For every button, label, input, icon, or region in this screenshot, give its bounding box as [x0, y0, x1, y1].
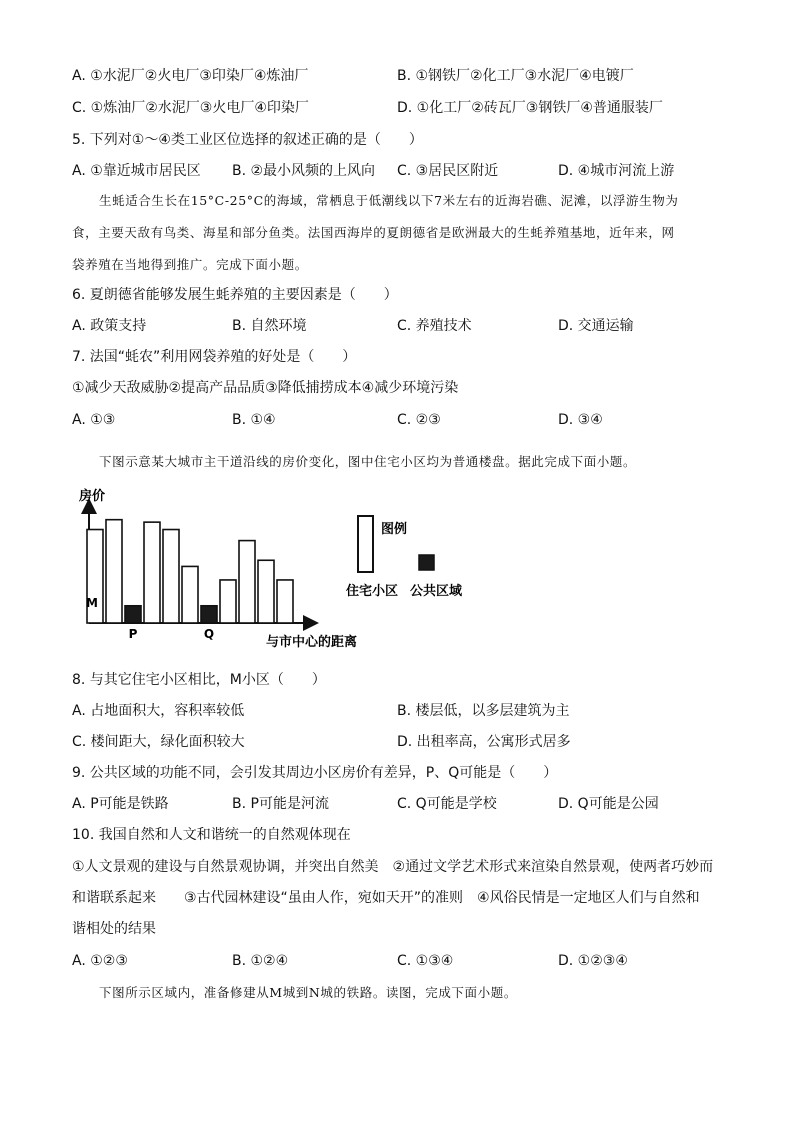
bar-residential: [144, 522, 160, 623]
q7-option-c: C. ②③: [397, 412, 441, 428]
housing-price-chart: [60, 478, 490, 658]
q4-option-d: D. ①化工厂②砖瓦厂③钢铁厂④普通服装厂: [397, 100, 663, 116]
q7-option-b: B. ①④: [232, 412, 276, 428]
q7-option-a: A. ①③: [72, 412, 116, 428]
q8-option-a: A. 占地面积大，容积率较低: [72, 703, 245, 719]
q4-option-a: A. ①水泥厂②火电厂③印染厂④炼油厂: [72, 68, 309, 84]
q5-option-c: C. ③居民区附近: [397, 163, 499, 179]
bar-public-area: [125, 606, 141, 623]
legend-residential-swatch: [358, 516, 373, 572]
bar-label-m: M: [86, 596, 98, 610]
q5-option-d: D. ④城市河流上游: [558, 163, 675, 179]
q7-option-d: D. ③④: [558, 412, 603, 428]
bar-residential: [182, 566, 198, 623]
q10-option-b: B. ①②④: [232, 953, 289, 969]
q6-option-d: D. 交通运输: [558, 318, 634, 334]
q6-stem: 6. 夏朗德省能够发展生蚝养殖的主要因素是（ ）: [72, 287, 398, 303]
x-axis-label: 与市中心的距离: [266, 635, 358, 650]
q9-option-d: D. Q可能是公园: [558, 796, 659, 812]
q4-option-b: B. ①钢铁厂②化工厂③水泥厂④电镀厂: [397, 68, 634, 84]
bar-residential: [220, 580, 236, 623]
q7-items: ①减少天敌威胁②提高产品品质③降低捕捞成本④减少环境污染: [72, 380, 459, 396]
bar-label-q: Q: [203, 627, 215, 641]
q10-option-a: A. ①②③: [72, 953, 128, 969]
passage3: 下图所示区域内，准备修建从M城到N城的铁路。读图，完成下面小题。: [99, 985, 517, 1000]
q8-option-b: B. 楼层低，以多层建筑为主: [397, 703, 570, 719]
q9-option-b: B. P可能是河流: [232, 796, 329, 812]
bar-residential: [106, 520, 122, 623]
passage1-line3: 袋养殖在当地得到推广。完成下面小题。: [72, 257, 308, 272]
q9-stem: 9. 公共区域的功能不同，会引发其周边小区房价有差异，P、Q可能是（ ）: [72, 765, 558, 781]
q10-items-line1: ①人文景观的建设与自然景观协调，并突出自然美 ②通过文学艺术形式来渲染自然景观，使两者巧妙而: [72, 859, 714, 875]
passage1-line1: 生蚝适合生长在15°C-25°C的海域，常栖息于低潮线以下7米左右的近海岩礁、泥滩，以浮游生物为: [99, 193, 679, 208]
q8-option-d: D. 出租率高，公寓形式居多: [397, 734, 571, 750]
bar-residential: [277, 580, 293, 623]
legend-public-swatch: [419, 555, 434, 570]
bar-public-area: [201, 606, 217, 623]
q8-option-c: C. 楼间距大，绿化面积较大: [72, 734, 245, 750]
q10-option-c: C. ①③④: [397, 953, 454, 969]
q6-option-b: B. 自然环境: [232, 318, 307, 334]
y-axis-label: 房价: [79, 489, 106, 504]
q10-stem: 10. 我国自然和人文和谐统一的自然观体现在: [72, 827, 351, 843]
bar-label-p: P: [128, 627, 138, 641]
q6-option-a: A. 政策支持: [72, 318, 147, 334]
q4-option-c: C. ①炼油厂②水泥厂③火电厂④印染厂: [72, 100, 309, 116]
bar-residential: [163, 530, 179, 623]
q7-stem: 7. 法国“蚝农”利用网袋养殖的好处是（ ）: [72, 349, 357, 365]
q10-items-line3: 谐相处的结果: [72, 921, 156, 937]
q9-option-c: C. Q可能是学校: [397, 796, 497, 812]
legend-residential-label: 住宅小区: [346, 584, 399, 599]
q5-stem: 5. 下列对①～④类工业区位选择的叙述正确的是（ ）: [72, 132, 423, 148]
passage1-line2: 食，主要天敌有鸟类、海星和部分鱼类。法国西海岸的夏朗德省是欧洲最大的生蚝养殖基地，近年来，网: [72, 225, 675, 240]
passage2: 下图示意某大城市主干道沿线的房价变化，图中住宅小区均为普通楼盘。据此完成下面小题。: [99, 454, 637, 469]
legend-title: 图例: [381, 522, 408, 537]
q5-option-b: B. ②最小风频的上风向: [232, 163, 376, 179]
q6-option-c: C. 养殖技术: [397, 318, 472, 334]
bar-residential: [239, 541, 255, 623]
q9-option-a: A. P可能是铁路: [72, 796, 169, 812]
q5-option-a: A. ①靠近城市居民区: [72, 163, 201, 179]
q8-stem: 8. 与其它住宅小区相比，M小区（ ）: [72, 672, 326, 688]
legend-public-label: 公共区域: [410, 584, 463, 599]
q10-option-d: D. ①②③④: [558, 953, 628, 969]
q10-items-line2: 和谐联系起来 ③古代园林建设“虽由人作，宛如天开”的准则 ④风俗民情是一定地区人们与自然和: [72, 890, 700, 906]
bar-residential: [258, 560, 274, 623]
